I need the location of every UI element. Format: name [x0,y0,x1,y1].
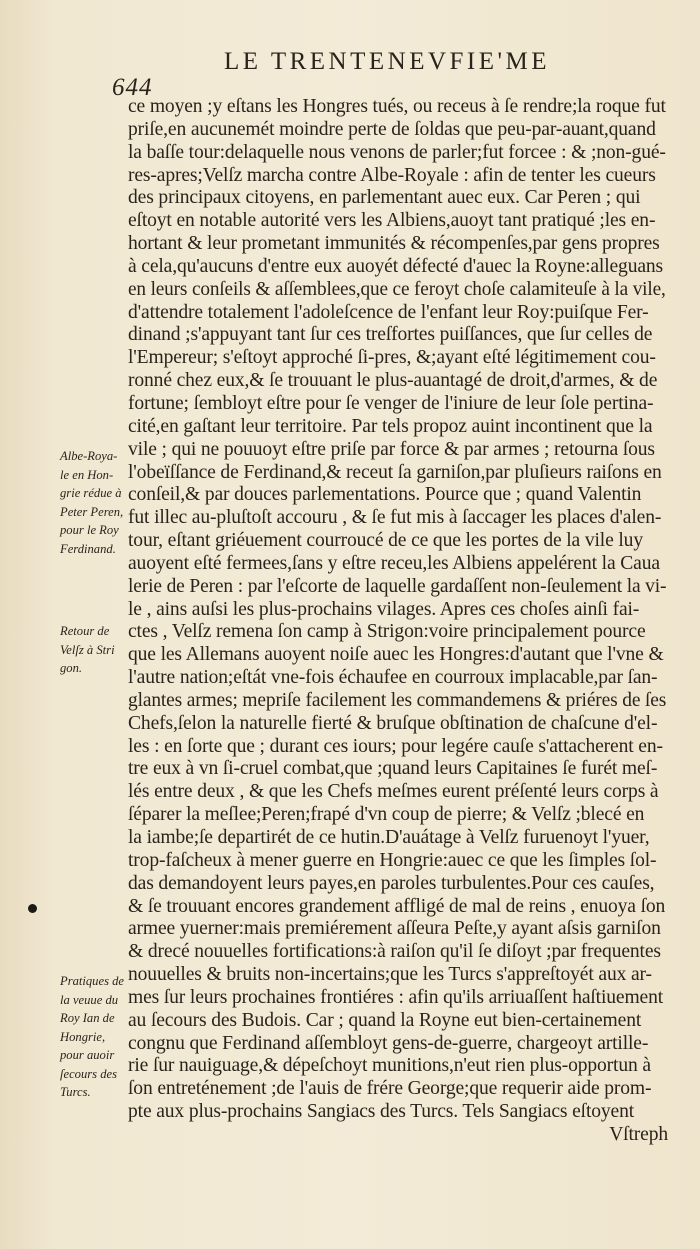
text-line: ronné chez eux,& ſe trouuant le plus-auantagé de droit,d'armes, & de [128,370,658,392]
margin-note-albe-royale [60,447,140,558]
text-line: lés entre deux , & que les Chefs meſmes eurent préſenté leurs corps à [128,781,659,803]
text-line: le , ains auſsi les plus-prochains vilages. Apres ces choſes ainſi fai- [128,598,640,620]
margin-note-line: la veuue du [60,992,119,1007]
margin-note-pratiques [60,972,140,1102]
text-line: trop-faſcheux à mener guerre en Hongrie:auec ce que les ſimples ſol- [128,849,657,871]
text-line: & drecé nouuelles fortifications:à raiſon qu'il ſe diſoyt ;par frequentes [128,941,661,963]
margin-note-line: Hongrie, [60,1029,106,1044]
margin-note-line: Albe-Roya- [60,449,118,463]
text-line: congnu que Ferdinand aſſembloyt gens-de-guerre, chargeoyt artille- [128,1032,649,1054]
margin-note-line: ſecours des [60,1066,118,1081]
text-line: tre eux à vn ſi-cruel combat,que ;quand leurs Capitaines ſe furét meſ- [128,758,658,780]
margin-note-line: Peter Peren, [60,504,124,519]
margin-note-line: Roy Ian de [60,1011,115,1025]
text-line: mes ſur leurs prochaines frontiéres : afin qu'ils arriuaſſent haſtiuement [128,986,664,1008]
text-line: conſeil,& par douces parlementations. Pource que ; quand Valentin [128,484,642,506]
text-line: fortune; ſembloyt eſtre pour ſe venger de l'iniure de leur ſole pertina- [128,392,654,414]
text-line: l'autre nation;eſtát vne-fois échaufee en courroux implacable,par ſan- [128,667,658,689]
text-line: en leurs conſeils & aſſemblees,que ce feroyt choſe calamiteuſe à la vile, [128,278,666,300]
text-line: cité,en gaſtant leur territoire. Par tels propoz auint incontinent que la [128,415,653,437]
text-line: la iambe;ſe departirét de ce hutin.D'auátage à Velſz furuenoyt l'yuer, [128,827,650,848]
margin-note-line: grie rédue à [60,486,122,500]
text-line: das demandoyent leurs payes,en paroles turbulentes.Pour ces cauſes, [128,872,655,894]
margin-note-line: Retour de [60,624,110,638]
margin-note-line: Velſz à Stri [60,642,115,657]
text-line: rie ſur nauiguage,& dépeſchoyt munitions,n'eut rien plus-opportun à [128,1055,651,1077]
text-line: nouuelles & bruits non-incertains;que les Turcs s'appreſtoyét aux ar- [128,964,652,986]
text-line: au ſecours des Budois. Car ; quand la Royne eut bien-certainement [128,1009,642,1031]
text-line: des principaux citoyens, en parlementant auec eux. Car Peren ; qui [128,187,641,209]
page-number: 644 [112,74,153,101]
text-line: auoyent eſté fermees,ſans y eſtre receu,les Albiens appelérent la Caua [128,552,660,574]
text-line: l'obeïſſance de Ferdinand,& receut ſa garniſon,par pluſieurs raiſons en [128,461,662,483]
text-line: armee yuerner:mais premiérement aſſeura Peſte,y ayant aſsis garniſon [128,918,661,940]
text-line: ctes , Velſz remena ſon camp à Strigon:voire principalement pource [128,621,646,643]
catchword: Vſtreph [609,1123,668,1145]
text-line: dinand ;s'appuyant tant ſur ces treſfortes puiſſances, que ſur celles de [128,324,653,346]
text-line: ſéparer la meſlee;Peren;frapé d'vn coup de pierre; & Velſz ;blecé en [128,804,645,826]
margin-note-line: pour auoir [60,1048,115,1062]
text-line: lerie de Peren : par l'eſcorte de laquelle gardaſſent non-ſeulement la vi- [128,575,667,597]
text-line: glantes armes; mepriſe facilement les commandemens & priéres de ſes [128,689,667,711]
text-line: fut illec au-pluſtoſt accouru , & ſe fut mis à ſaccager les places d'alen- [128,507,662,529]
text-line: hortant & leur prometant immunités & récompenſes,par gens propres [128,233,660,255]
margin-note-line: Ferdinand. [60,541,116,556]
text-line: eſtoyt en notable autorité vers les Albiens,auoyt tant pratiqué ;les en- [128,210,656,232]
text-line: à cela,qu'aucuns d'entre eux auoyét défecté d'auec la Royne:alleguans [128,255,664,277]
text-line: ce moyen ;y eſtans les Hongres tués, ou receus à ſe rendre;la roque fut [128,96,666,117]
ink-blot [28,904,37,913]
margin-note-line: pour le Roy [60,523,119,537]
text-line: pte aux plus-prochains Sangiacs des Turcs. Tels Sangiacs eſtoyent [128,1101,635,1123]
margin-note-line: Turcs. [60,1085,91,1099]
text-line: tour, eſtant griéuement courroucé de ce que les portes de la vile luy [128,530,643,552]
margin-note-line: gon. [60,661,83,675]
text-line: d'attendre totalement l'adoleſcence de l'enfant leur Roy:puiſque Fer- [128,301,649,323]
main-text [128,96,668,1147]
margin-note-line: Pratiques de [60,974,125,988]
text-line: les : en ſorte que ; durant ces iours; pour legére cauſe s'attacherent en- [128,735,663,757]
running-head: LE TRENTENEVFIE'ME [224,48,551,75]
text-line: ſon entreténement ;de l'auis de frére George;que requerir aide prom- [128,1078,652,1100]
text-line: res-apres;Velſz marcha contre Albe-Royale : afin de tenter les cueurs [128,164,656,186]
text-line: l'Empereur; s'eſtoyt approché ſi-pres, &;ayant eſté légitimement cou- [128,347,656,369]
text-line: que les Allemans auoyent noiſe auec les Hongres:d'autant que l'vne & [128,644,664,666]
margin-note-line: le en Hon- [60,467,114,482]
text-line: priſe,en aucunemét moindre perte de ſoldas que peu-par-auant,quand [128,118,656,140]
margin-note-retour-velsz [60,622,140,678]
text-line: & ſe trouuant encores grandement affligé de mal de reins , enuoya ſon [128,895,666,917]
text-line: vile ; qui ne pouuoyt eſtre priſe par force & par armes ; retourna ſous [128,438,655,460]
text-line: la baſſe tour:delaquelle nous venons de parler;fut forcee : & ;non-gué- [128,141,666,163]
text-line: Chefs,ſelon la naturelle fierté & bruſque obſtination de chaſcune d'el- [128,712,658,734]
